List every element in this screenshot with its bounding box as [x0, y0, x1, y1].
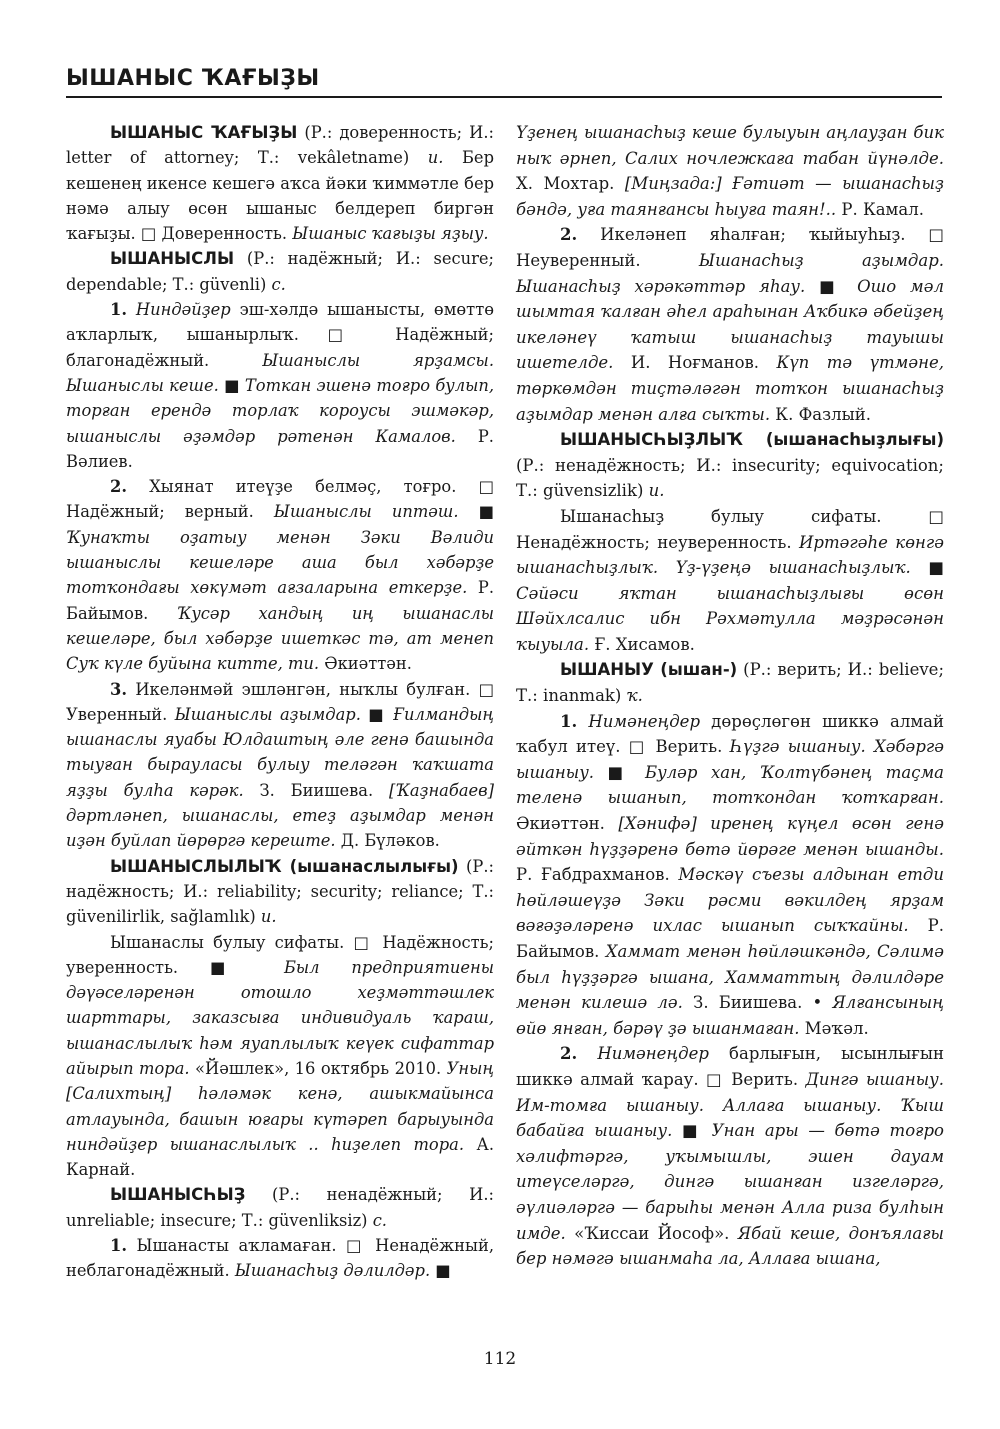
headword: ЫШАНЫСҺЫҘЛЫҠ — [560, 430, 743, 450]
sense-1: 1. Ышанасты аҡламаған. □ Ненадёжный, неблагонадёжный. Ышанасһыҙ дәлилдәр. ■ — [66, 1236, 494, 1281]
sense-1: 1. Ниндәйҙер эш-хәлдә ышанысты, өмөттө аҡларлыҡ, ышанырлыҡ. □ Надёжный; благонадёжный. Ышаныслы ярҙамсы. Ышаныслы кеше. ■ Тоткан эшенә тоғро булып, торған ерендә торлаҡ короусы эшмәкәр, ышаныслы әҙәмдәр рәтенән Камалов. Р. Вәлиев. — [66, 300, 495, 471]
sense-1: 1. Нимәнеңдер дөрөҫлөгөн шиккә алмай ҡабул итеү. □ Верить. Һүҙгә ышаныу. Хәбәргә ышаныу. ■ Буләр хан, Ҡолтүбәнең таҫма теленә ышанып, тотҡондан ҡотҡарған. Әкиәттән. [Хәнифә] иренең күңел өсөн генә әйткән һүҙҙәренә бөтә йөрәге менән ышанды. Р. Ғабдрахманов. Мәскәү съезы алдынан етди һөйләшеүҙә Зәки рәсми вәкилдең ярҙам вәғәҙәләренә ихлас ышанып сыҡҡайны. Р. Байымов. Хаммат менән һөйләшкәндә, Сәлимә был һүҙҙәргә ышана, Хамматтың дәлилдәре менән килешә лә. З. Биишева. • Ялғансының өйө янған, бәрәү ҙә ышанмаған. Мәҡәл. — [516, 711, 945, 1038]
definition: Ышанасһыҙ булыу сифаты. □ Ненадёжность; неуверенность. Иртәгәһе көнгә ышанасһыҙлыҡ. Үҙ-үҙеңә ышанасһыҙлыҡ. ■ Сәйәси яҡтан ышанасһыҙлығы өсөн Шәйхлсалис ибн Рәхмәтулла мәҙрәсәнән ҡыуыла. Ғ. Хисамов. — [516, 506, 944, 654]
headword: ЫШАНЫСЛЫ — [110, 249, 235, 269]
sense-2: 2. Хыянат итеүҙе белмәҫ, тоғро. □ Надёжный; верный. Ышаныслы иптәш. ■ Ҡунаҡты оҙатыу менән Зәки Вәлиди ышаныслы кешеләре аша был хәбәрҙе тотҡондағы хөкүмәт ағзаларына еткерҙе. Р. Байымов. Ҡусәр хандың иң ышанаслы кешеләре, был хәбәрҙе ишеткәс тә, ат менеп Суҡ күле буйына китте, ти. Әкиәттән. — [66, 477, 495, 674]
headword: ЫШАНЫС ҠАҒЫҘЫ — [110, 123, 298, 142]
entry-yshanysly: ЫШАНЫСЛЫ (Р.: надёжный; И.: secure; dependable; Т.: güvenli) с. — [66, 249, 494, 294]
entry-yshanyu: ЫШАНЫУ (ышан-) (Р.: верить; И.: believe; Т.: inanmak) ҡ. — [516, 660, 944, 706]
entry-yshanyshyzlyk: ЫШАНЫСҺЫҘЛЫҠ (ышанасһыҙлығы) (Р.: ненадёжность; И.: insecurity; equivocation; Т.: güvensizlik) и. — [516, 430, 944, 501]
running-header: ЫШАНЫС ҠАҒЫҘЫ — [66, 66, 320, 91]
entry-yshanyshyz: ЫШАНЫСҺЫҘ (Р.: ненадёжный; И.: unreliable; insecure; Т.: güvenliksiz) с. — [66, 1185, 494, 1230]
sense-2: 2. Нимәнеңдер барлығын, ысынлығын шиккә алмай ҡарау. □ Верить. Дингә ышаныу. Им-томға ышаныу. Аллаға ышаныу. Ҡыш бабайға ышаныу. ■ Унан ары — бөтә тоғро хәлифтәргә, уҡымышлы, эшен дауам итеүселәргә, дингә ышанған изгеләргә, әүлиәләргә — барыһы менән Алла риза булһын имде. «Ҡиссаи Йософ». Ябай кеше, донъялағы бер нәмәгә ышанмаһа ла, Аллаға ышана, — [516, 1044, 944, 1269]
header-rule — [66, 96, 942, 98]
page-number: 112 — [483, 1349, 517, 1369]
sense-2: 2. Икеләнеп яһалған; ҡыйыуһыҙ. □ Неуверенный. Ышанасһыҙ аҙымдар. Ышанасһыҙ хәрәкәттәр яһау. ■ Ошо мәл шымтая ҡалған әһел араһынан Аҡбикә әбейҙең икеләнеү ҡатыш ышанасһыҙ тауышы ишетелде. И. Ноғманов. Күп тә үтмәне, төркөмдән тиҫтәләгән тотҡон ышанасһыҙ аҙымдар менән алға сыҡты. К. Фазлый. — [516, 225, 944, 424]
headword: ЫШАНЫСЛЫЛЫҠ — [110, 856, 282, 876]
left-column — [66, 120, 494, 1284]
headword: ЫШАНЫУ — [560, 660, 654, 680]
headword: ЫШАНЫСҺЫҘ — [110, 1185, 246, 1205]
entry-yshanyslylyk: ЫШАНЫСЛЫЛЫҠ (ышанаслылығы) (Р.: надёжность; И.: reliability; security; reliance; Т.: güvenilirlik, sağlamlık) и. — [66, 856, 494, 927]
definition: Ышанаслы булыу сифаты. □ Надёжность; уверенность. ■ Был предприятиены дәүәселәренән отошло хеҙмәттәшлек шарттары, заказсыға индивидуаль ҡараш, ышанаслылыҡ һәм яуаплылыҡ кеүек сифаттар айырып тора. «Йәшлек», 16 октябрь 2010. Уның [Салихтың] һәләмәк кенә, ашыкмайынса атлауында, башын юғары күтәреп барыуында ниндәйҙер ышанаслылыҡ .. һиҙелеп тора. А. Карнай. — [66, 932, 495, 1180]
right-column — [516, 120, 944, 1272]
entry-yshanys-kagyzy: ЫШАНЫС ҠАҒЫҘЫ (Р.: доверенность; И.: letter of attorney; Т.: vekâletname) и. Бер кешенең икенсе кешегә аҡса йәки ҡиммәтле бер нәмә алыу өсөн ышаныс белдереп биргән ҡағыҙы. □ Доверенность. Ышаныс ҡағыҙы яҙыу. — [66, 123, 494, 244]
continued-examples: Үҙенең ышанасһыҙ кеше булыуын аңлауҙан бик ныҡ әрнеп, Салих ночлежкаға табан йүнәлде. Х. Мохтар. [Миңзада:] Ғәтиәт — ышанасһыҙ бәндә, уға таянғансы һыуға таян!.. Р. Камал. — [516, 123, 944, 219]
sense-3: 3. Икеләнмәй эшләнгән, ныҡлы булған. □ Уверенный. Ышаныслы аҙымдар. ■ Ғилмандың ышанаслы яуабы Юлдаштың әле генә башында тыуған бырауласы булыу теләгән ҡаҡшата яҙҙы булһа кәрәк. З. Биишева. [Ҡаҙнабаев] дәртләнеп, ышанаслы, етеҙ аҙымдар менән иҙән буйлап йөрөргә кереште. Д. Бүләков. — [66, 679, 494, 851]
